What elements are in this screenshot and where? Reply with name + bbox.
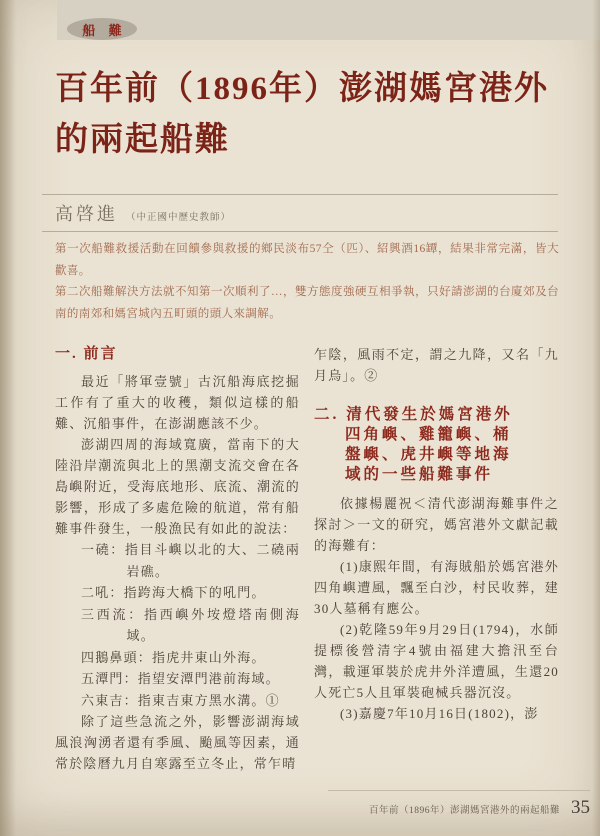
continuation-paragraph: 乍陰，風雨不定，謂之九降，又名「九月烏」。②	[314, 347, 559, 383]
body-paragraph: 除了這些急流之外，影響澎湖海域風浪洶湧者還有季風、颱風等因素，通常於陰曆九月自寒露至立冬止，常乍晴	[55, 714, 300, 771]
footer-page-number: 35	[571, 797, 590, 818]
scan-shadow-right	[592, 0, 600, 836]
header-strip	[57, 0, 600, 40]
article-body	[55, 344, 559, 774]
author-block	[42, 194, 558, 232]
section-2-heading: 二. 清代發生於媽宮港外四角嶼、雞籠嶼、桶盤嶼、虎井嶼等地海域的一些船難事件	[314, 406, 513, 483]
page-footer	[328, 790, 590, 819]
section-1-heading: 一. 前言	[55, 346, 118, 362]
body-paragraph: (3)嘉慶7年10月16日(1802)，澎	[340, 706, 539, 721]
article-title-line2: 的兩起船難	[55, 122, 230, 158]
list-item: 六東吉：指東吉東方黑水溝。①	[81, 692, 280, 708]
abstract-paragraph: 第一次船難救援活動在回饋參與救援的鄉民淡布57仝（匹）、紹興酒16罈，結果非常完滿，皆大歡喜。	[55, 243, 559, 277]
right-column	[314, 344, 559, 774]
footer-running-title: 百年前（1896年）澎湖媽宮港外的兩起船難	[368, 806, 560, 816]
author-name: 高啓進	[55, 204, 118, 224]
body-paragraph: (2)乾隆59年9月29日(1794)，水師提標後營清字4號由福建大擔汛至台灣，載運軍裝於虎井外洋遭風，生還20人死亡5人且軍裝砲械兵器沉沒。	[314, 622, 559, 700]
body-paragraph: 最近「將軍壹號」古沉船海底挖掘工作有了重大的收穫，類似這樣的船難、沉船事件，在澎湖應該不少。	[55, 374, 300, 431]
left-column	[55, 344, 300, 774]
body-paragraph: (1)康熙年間，有海賊船於媽宮港外四角嶼遭風，飄至白沙，村民收葬，建30人墓稱有應公。	[314, 559, 559, 616]
abstract-paragraph: 第二次船難解決方法就不知第一次順利了…，雙方態度強硬互相爭執，只好請澎湖的台廈郊及台南的南郊和媽宮城內五町頭的頭人來調解。	[55, 286, 559, 320]
list-item: 一磽：指目斗嶼以北的大、二磽兩岩礁。	[81, 542, 300, 579]
category-badge-label: 船 難	[82, 22, 127, 38]
article-title	[55, 64, 570, 166]
scan-shadow-left	[0, 0, 16, 836]
list-item: 五潭門：指望安潭門港前海域。	[81, 671, 280, 686]
author-affiliation: （中正國中歷史教師）	[126, 213, 232, 223]
list-item: 三西流：指西嶼外垵燈塔南側海域。	[81, 606, 300, 643]
body-paragraph: 澎湖四周的海域寬廣，當南下的大陸沿岸潮流與北上的黑潮支流交會在各島嶼附近，受海底地形、底流、潮流的影響，形成了多處危險的航道，常有船難事件發生，一般漁民有如此的說法：	[55, 437, 300, 536]
body-paragraph: 依據楊麗祝＜清代澎湖海難事件之探討＞一文的研究，媽宮港外文獻記載的海難有：	[314, 496, 559, 553]
abstract-block	[55, 239, 559, 325]
article-title-line1: 百年前（1896年）澎湖媽宮港外	[55, 71, 549, 107]
list-item: 四鵝鼻頭：指虎井東山外海。	[81, 649, 266, 665]
list-item: 二吼：指跨海大橋下的吼門。	[81, 585, 266, 600]
category-badge	[67, 18, 137, 40]
